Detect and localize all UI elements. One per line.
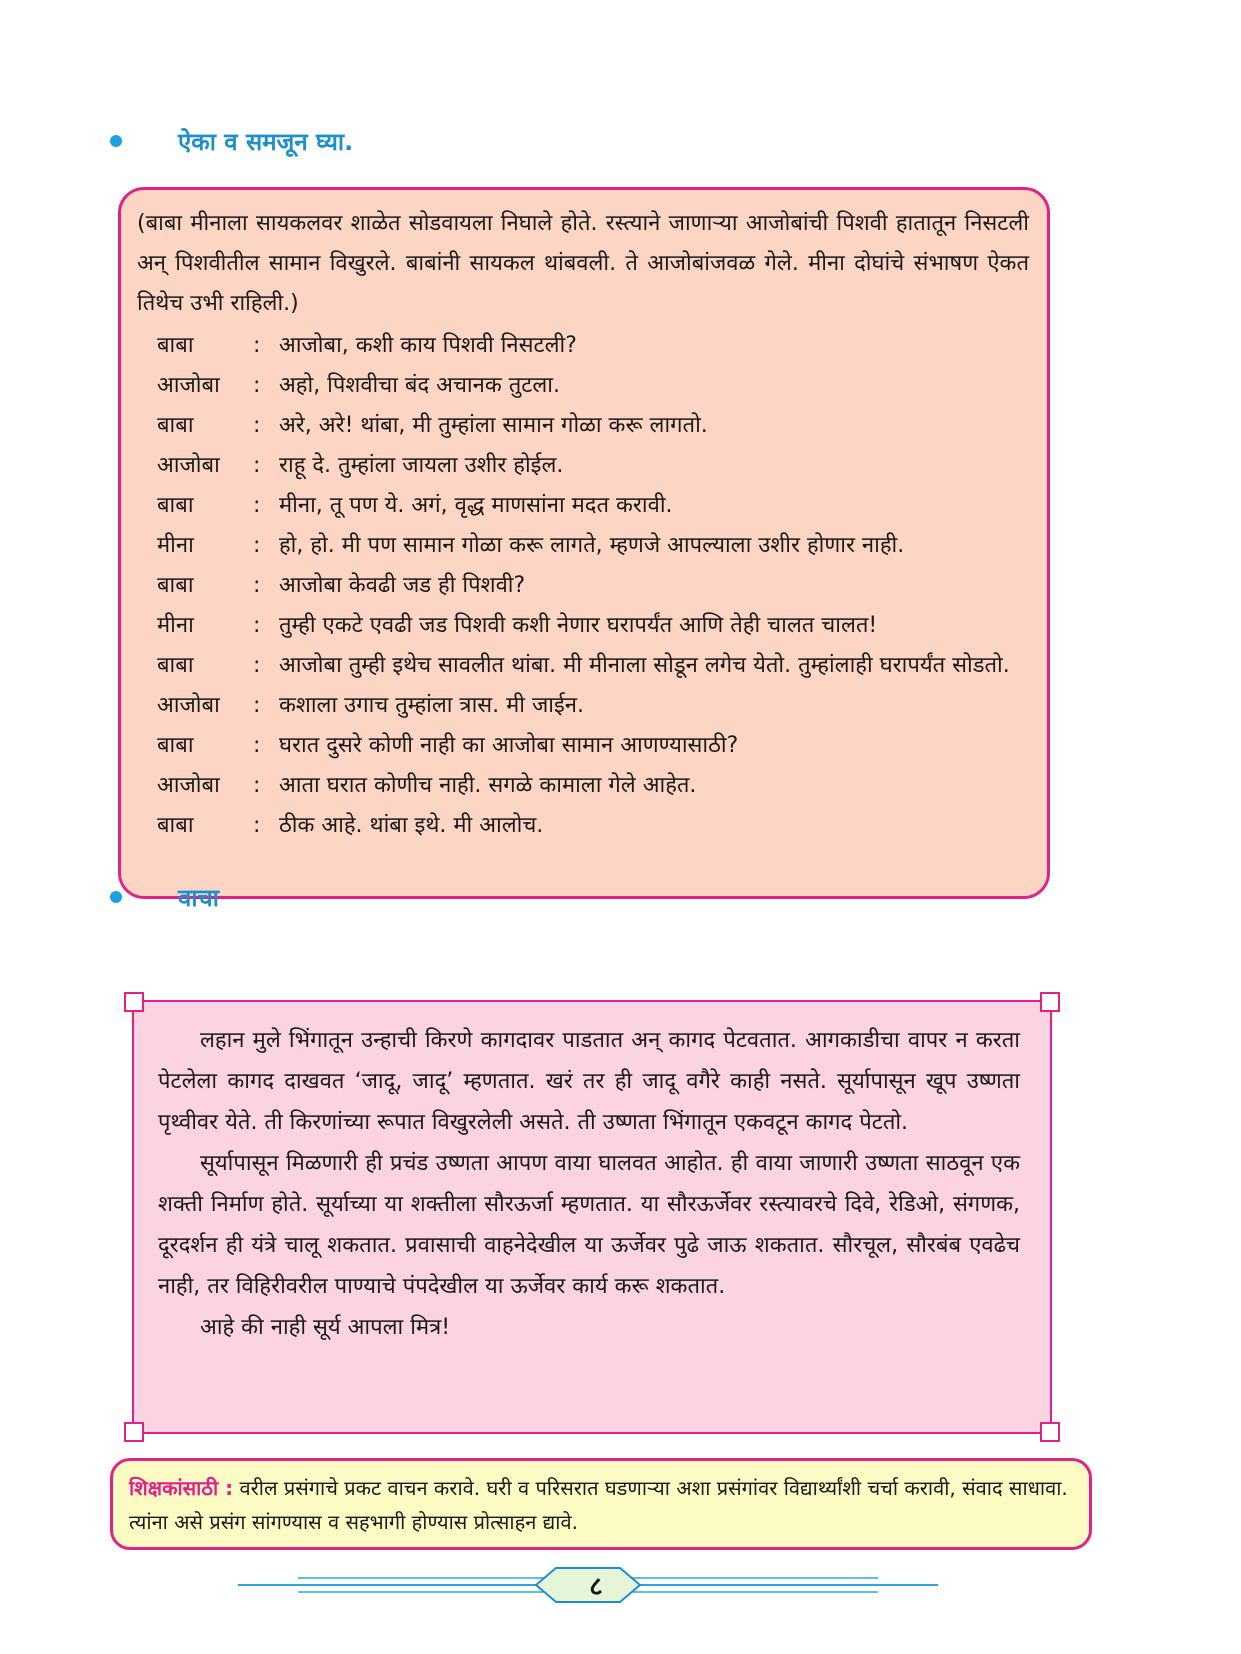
section-title: वाचा — [178, 883, 220, 912]
dialogue-row — [137, 806, 1029, 846]
dialogue-speaker: आजोबा — [157, 453, 220, 478]
page-number: ८ — [589, 1572, 603, 1602]
dialogue-row — [137, 686, 1029, 726]
dialogue-speaker: बाबा — [157, 653, 194, 678]
dialogue-colon: : — [253, 613, 261, 638]
dialogue-row — [137, 646, 1029, 686]
bullet-icon — [110, 135, 122, 147]
dialogue-line: आजोबा केवढी जड ही पिशवी? — [279, 573, 526, 598]
bullet-icon — [110, 891, 122, 903]
dialogue-line: तुम्ही एकटे एवढी जड पिशवी कशी नेणार घरापर्यंत आणि तेही चालत चालत! — [279, 613, 878, 638]
dialogue-line: ठीक आहे. थांबा इथे. मी आलोच. — [279, 813, 544, 838]
frame-corner-ornament — [124, 992, 144, 1012]
dialogue-line: मीना, तू पण ये. अगं, वृद्ध माणसांना मदत करावी. — [279, 493, 673, 518]
dialogue-line: अहो, पिशवीचा बंद अचानक तुटला. — [279, 373, 560, 398]
reading-paragraph: लहान मुले भिंगातून उन्हाची किरणे कागदावर पाडतात अन् कागद पेटवतात. आगकाडीचा वापर न करता पेटलेला कागद दाखवत ‘जादू, जादू’ म्हणतात. खरं तर ही जादू वगैरे काही नसते. सूर्यापासून खूप उष्णता पृथ्वीवर येते. ती किरणांच्या रूपात विखुरलेली असते. ती उष्णता भिंगातून एकवटून कागद पेटतो. — [158, 1028, 1020, 1135]
dialogue-line: आता घरात कोणीच नाही. सगळे कामाला गेले आहेत. — [279, 773, 697, 798]
dialogue-colon: : — [253, 333, 261, 358]
dialogue-colon: : — [253, 773, 261, 798]
reading-paragraph: आहे की नाही सूर्य आपला मित्र! — [200, 1315, 451, 1340]
teacher-note-text: वरील प्रसंगाचे प्रकट वाचन करावे. घरी व परिसरात घडणाऱ्या अशा प्रसंगांवर विद्यार्थ्यांशी चर्चा करावी, संवाद साधावा. त्यांना असे प्रसंग सांगण्यास व सहभागी होण्यास प्रोत्साहन द्यावे. — [129, 1476, 1068, 1534]
dialogue-row — [137, 326, 1029, 366]
dialogue-colon: : — [253, 373, 261, 398]
section-heading-read — [110, 877, 220, 917]
dialogue-line: हो, हो. मी पण सामान गोळा करू लागते, म्हणजे आपल्याला उशीर होणार नाही. — [279, 533, 905, 558]
frame-corner-ornament — [124, 1422, 144, 1442]
dialogue-speaker: बाबा — [157, 573, 194, 598]
reading-box — [132, 1000, 1052, 1434]
dialogue-row — [137, 526, 1029, 566]
dialogue-colon: : — [253, 653, 261, 678]
dialogue-row — [137, 566, 1029, 606]
dialogue-line: आजोबा, कशी काय पिशवी निसटली? — [279, 333, 577, 358]
dialogue-row — [137, 446, 1029, 486]
teacher-note-label: शिक्षकांसाठी : — [129, 1476, 234, 1500]
dialogue-speaker: बाबा — [157, 413, 194, 438]
dialogue-speaker: बाबा — [157, 733, 194, 758]
dialogue-line: घरात दुसरे कोणी नाही का आजोबा सामान आणण्यासाठी? — [279, 733, 739, 758]
dialogue-speaker: बाबा — [157, 493, 194, 518]
dialogue-colon: : — [253, 453, 261, 478]
dialogue-row — [137, 726, 1029, 766]
dialogue-speaker: मीना — [157, 533, 194, 558]
frame-corner-ornament — [1040, 992, 1060, 1012]
dialogue-line: आजोबा तुम्ही इथेच सावलीत थांबा. मी मीनाला सोडून लगेच येतो. तुम्हांलाही घरापर्यंत सोडतो. — [279, 653, 1010, 678]
dialogue-speaker: बाबा — [157, 813, 194, 838]
dialogue-speaker: आजोबा — [157, 773, 220, 798]
dialogue-row — [137, 486, 1029, 526]
dialogue-line: राहू दे. तुम्हांला जायला उशीर होईल. — [279, 453, 564, 478]
teacher-note — [110, 1458, 1092, 1550]
dialogue-row — [137, 766, 1029, 806]
section-title: ऐका व समजून घ्या. — [178, 127, 354, 156]
dialogue-colon: : — [253, 533, 261, 558]
dialogue-speaker: आजोबा — [157, 373, 220, 398]
dialogue-line: अरे, अरे! थांबा, मी तुम्हांला सामान गोळा करू लागतो. — [279, 413, 708, 438]
dialogue-row — [137, 366, 1029, 406]
section-heading-listen — [110, 121, 354, 161]
dialogue-line: कशाला उगाच तुम्हांला त्रास. मी जाईन. — [279, 693, 585, 718]
dialogue-intro: (बाबा मीनाला सायकलवर शाळेत सोडवायला निघाले होते. रस्त्याने जाणाऱ्या आजोबांची पिशवी हातातून निसटली अन् पिशवीतील सामान विखुरले. बाबांनी सायकल थांबवली. ते आजोबांजवळ गेले. मीना दोघांचे संभाषण ऐकत तिथेच उभी राहिली.) — [137, 211, 1029, 316]
frame-corner-ornament — [1040, 1422, 1060, 1442]
dialogue-colon: : — [253, 413, 261, 438]
dialogue-speaker: आजोबा — [157, 693, 220, 718]
dialogue-box — [118, 187, 1050, 899]
dialogue-speaker: मीना — [157, 613, 194, 638]
dialogue-colon: : — [253, 813, 261, 838]
dialogue-colon: : — [253, 573, 261, 598]
dialogue-row — [137, 606, 1029, 646]
dialogue-colon: : — [253, 733, 261, 758]
reading-paragraph: सूर्यापासून मिळणारी ही प्रचंड उष्णता आपण वाया घालवत आहोत. ही वाया जाणारी उष्णता साठवून एक शक्ती निर्माण होते. सूर्याच्या या शक्तीला सौरऊर्जा म्हणतात. या सौरऊर्जेवर रस्त्यावरचे दिवे, रेडिओ, संगणक, दूरदर्शन ही यंत्रे चालू शकतात. प्रवासाची वाहनेदेखील या ऊर्जेवर पुढे जाऊ शकतात. सौरचूल, सौरबंब एवढेच नाही, तर विहिरीवरील पाण्याचे पंपदेखील या ऊर्जेवर कार्य करू शकतात. — [158, 1151, 1020, 1299]
dialogue-colon: : — [253, 693, 261, 718]
dialogue-lines — [137, 326, 1029, 846]
dialogue-speaker: बाबा — [157, 333, 194, 358]
dialogue-colon: : — [253, 493, 261, 518]
dialogue-row — [137, 406, 1029, 446]
